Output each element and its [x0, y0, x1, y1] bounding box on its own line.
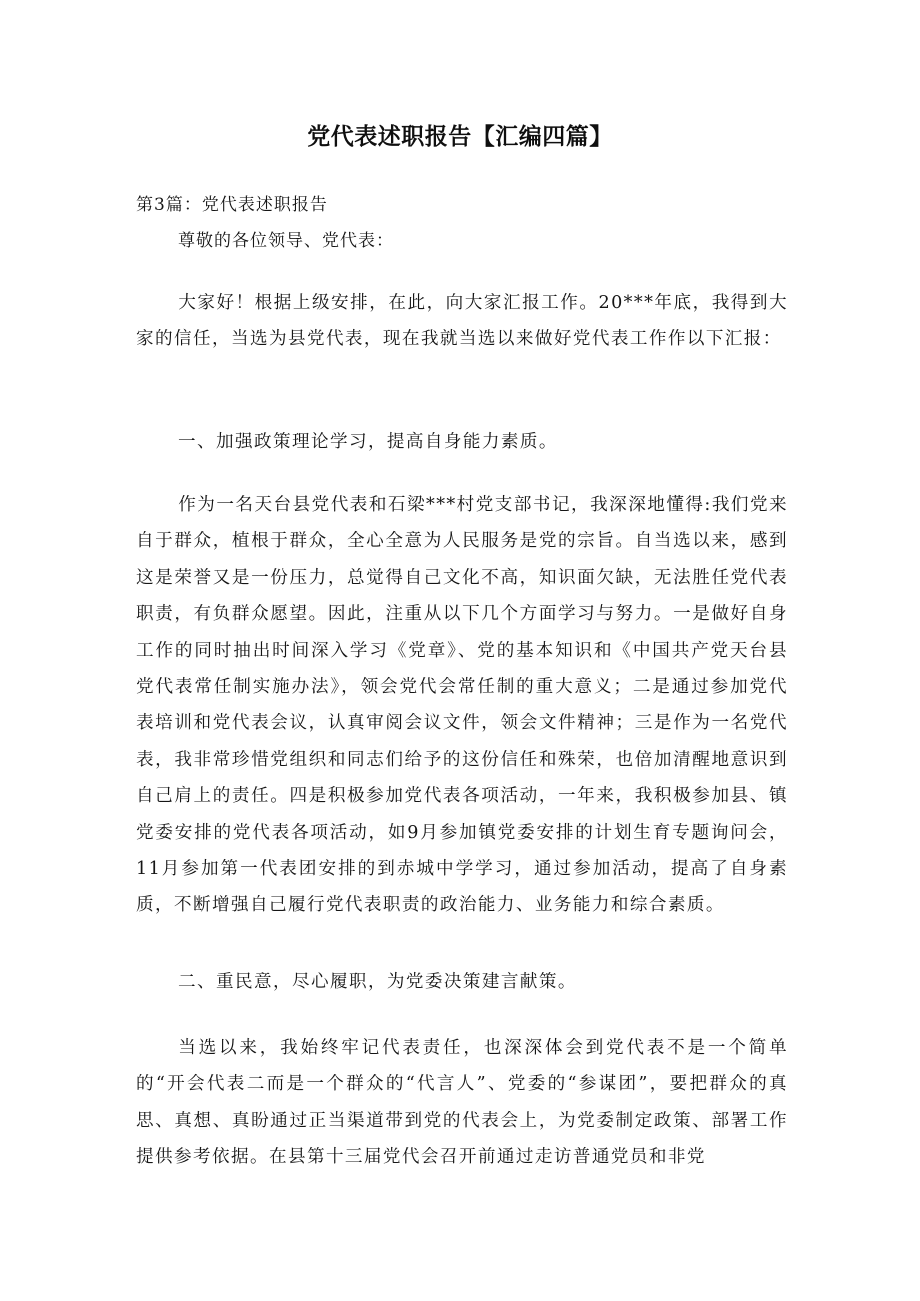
- section-heading-2: 二、重民意，尽心履职，为党委决策建言献策。: [178, 972, 577, 992]
- paragraph-intro: 大家好！根据上级安排，在此，向大家汇报工作。20***年底，我得到大家的信任，当选为县党代表，现在我就当选以来做好党代表工作作以下汇报：: [136, 293, 788, 350]
- section-heading-1: 一、加强政策理论学习，提高自身能力素质。: [178, 432, 558, 452]
- paragraph-study: 作为一名天台县党代表和石梁***村党支部书记，我深深地懂得:我们党来自于群众，植根于群众，全心全意为人民服务是党的宗旨。自当选以来，感到这是荣誉又是一份压力，总觉得自己文化不高，知识面欠缺，无法胜任党代表职责，有负群众愿望。因此，注重从以下几个方面学习与努力。一是做好自身工作的同时抽出时间深入学习《党章》、党的基本知识和《中国共产党天台县党代表常任制实施办法》，领会党代会常任制的重大意义；二是通过参加党代表培训和党代表会议，认真审阅会议文件，领会文件精神；三是作为一名党代表，我非常珍惜党组织和同志们给予的这份信任和殊荣，也倍加清醒地意识到自己肩上的责任。四是积极参加党代表各项活动，一年来，我积极参加县、镇党委安排的党代表各项活动，如9月参加镇党委安排的计划生育专题询问会，11月参加第一代表团安排的到赤城中学学习，通过参加活动，提高了自身素质，不断增强自己履行党代表职责的政治能力、业务能力和综合素质。: [136, 495, 788, 916]
- section-label: 第3篇：党代表述职报告: [136, 195, 328, 215]
- salutation: 尊敬的各位领导、党代表：: [178, 231, 394, 251]
- paragraph-duty: 当选以来，我始终牢记代表责任，也深深体会到党代表不是一个简单的“开会代表二而是一个群众的“代言人”、党委的“参谋团”，要把群众的真思、真想、真盼通过正当渠道带到党的代表会上，为党委制定政策、部署工作提供参考依据。在县第十三届党代会召开前通过走访普通党员和非党: [136, 1038, 788, 1168]
- document-title: 党代表述职报告【汇编四篇】: [307, 124, 613, 150]
